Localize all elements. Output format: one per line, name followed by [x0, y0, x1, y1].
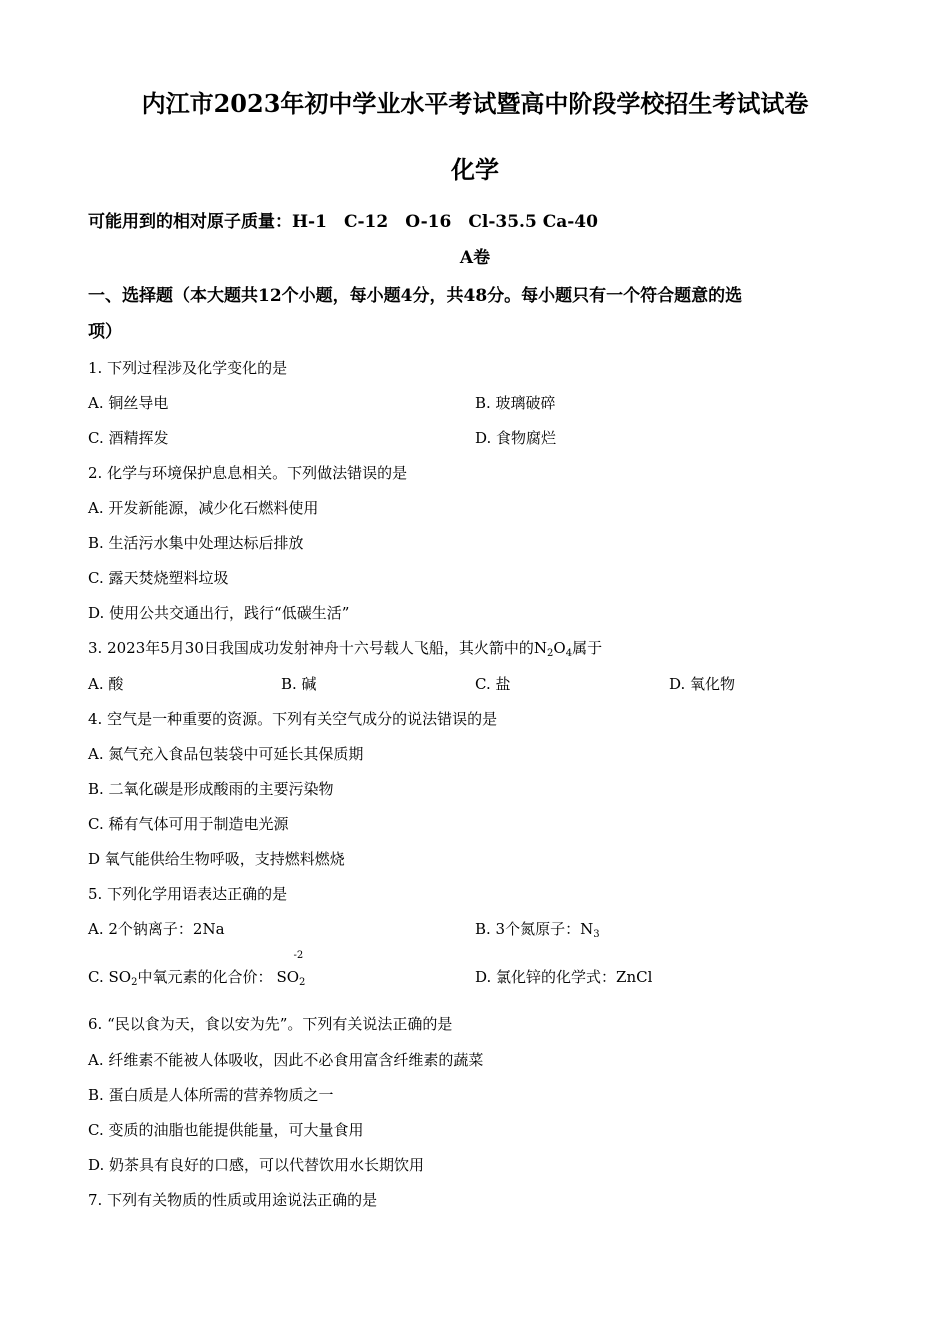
q2-stem: 2. 化学与环境保护息息相关。下列做法错误的是	[88, 464, 408, 482]
q2-option-b: B. 生活污水集中处理达标后排放	[88, 534, 304, 552]
q5-subscript: 2	[131, 977, 138, 988]
q4-option-b: B. 二氧化碳是形成酸雨的主要污染物	[88, 780, 334, 798]
volume-label: A卷	[459, 248, 491, 268]
formula-subscript: 2	[299, 977, 306, 988]
q3-stem-text: 3. 2023年5月30日我国成功发射神舟十六号载人飞船，其火箭中的N	[88, 639, 548, 657]
q3-stem-text: O	[553, 639, 566, 657]
q5-option-c-text: 中氧元素的化合价：	[137, 968, 273, 986]
q3-option-b: B. 碱	[281, 675, 317, 693]
q1-option-c: C. 酒精挥发	[88, 429, 169, 447]
q5-option-d: D. 氯化锌的化学式：ZnCl	[475, 968, 653, 986]
q1-stem: 1. 下列过程涉及化学变化的是	[88, 359, 288, 377]
q2-option-c: C. 露天焚烧塑料垃圾	[88, 569, 229, 587]
q5-option-b	[475, 919, 600, 939]
atomic-masses: 可能用到的相对原子质量：H-1 C-12 O-16 Cl-35.5 Ca-40	[88, 212, 598, 232]
q6-stem: 6. “民以食为天，食以安为先”。下列有关说法正确的是	[88, 1015, 453, 1033]
q1-option-b: B. 玻璃破碎	[475, 394, 556, 412]
q3-subscript: 4	[565, 648, 573, 659]
q7-stem: 7. 下列有关物质的性质或用途说法正确的是	[88, 1191, 378, 1209]
section-heading: 一、选择题（本大题共12个小题，每小题4分，共48分。每小题只有一个符合题意的选	[88, 286, 743, 306]
q5-option-c	[88, 950, 306, 988]
q3-option-c: C. 盐	[475, 675, 511, 693]
q2-option-a: A. 开发新能源，减少化石燃料使用	[88, 499, 319, 517]
q5-option-a: A. 2个钠离子：2Na	[88, 920, 225, 938]
section-heading-cont: 项）	[88, 322, 122, 342]
q6-option-c: C. 变质的油脂也能提供能量，可大量食用	[88, 1121, 364, 1139]
q5-stem: 5. 下列化学用语表达正确的是	[88, 885, 288, 903]
q1-option-d: D. 食物腐烂	[475, 429, 557, 447]
q3-stem-text: 属于	[572, 639, 603, 657]
q1-option-a: A. 铜丝导电	[88, 394, 169, 412]
q3-stem	[88, 638, 602, 658]
formula-text: SO	[276, 968, 300, 986]
q4-stem: 4. 空气是一种重要的资源。下列有关空气成分的说法错误的是	[88, 710, 498, 728]
valence-formula	[276, 950, 306, 988]
q5-option-b-text: B. 3个氮原子：N	[475, 920, 594, 938]
q3-subscript: 2	[547, 648, 554, 659]
q2-option-d: D. 使用公共交通出行，践行“低碳生活”	[88, 604, 350, 622]
subject-title: 化学	[451, 155, 499, 184]
exam-title: 内江市2023年初中学业水平考试暨高中阶段学校招生考试试卷	[141, 89, 809, 118]
q4-option-a: A. 氮气充入食品包装袋中可延长其保质期	[88, 745, 364, 763]
q6-option-d: D. 奶茶具有良好的口感，可以代替饮用水长期饮用	[88, 1156, 425, 1174]
q3-option-d: D. 氧化物	[669, 675, 736, 693]
q6-option-b: B. 蛋白质是人体所需的营养物质之一	[88, 1086, 334, 1104]
q4-option-d: D 氧气能供给生物呼吸，支持燃料燃烧	[88, 850, 345, 868]
q4-option-c: C. 稀有气体可用于制造电光源	[88, 815, 289, 833]
q5-subscript: 3	[593, 929, 600, 940]
q3-option-a: A. 酸	[88, 675, 124, 693]
q6-option-a: A. 纤维素不能被人体吸收，因此不必食用富含纤维素的蔬菜	[88, 1051, 484, 1069]
valence-mark: -2	[293, 950, 304, 961]
q5-option-c-text: C. SO	[88, 968, 132, 986]
